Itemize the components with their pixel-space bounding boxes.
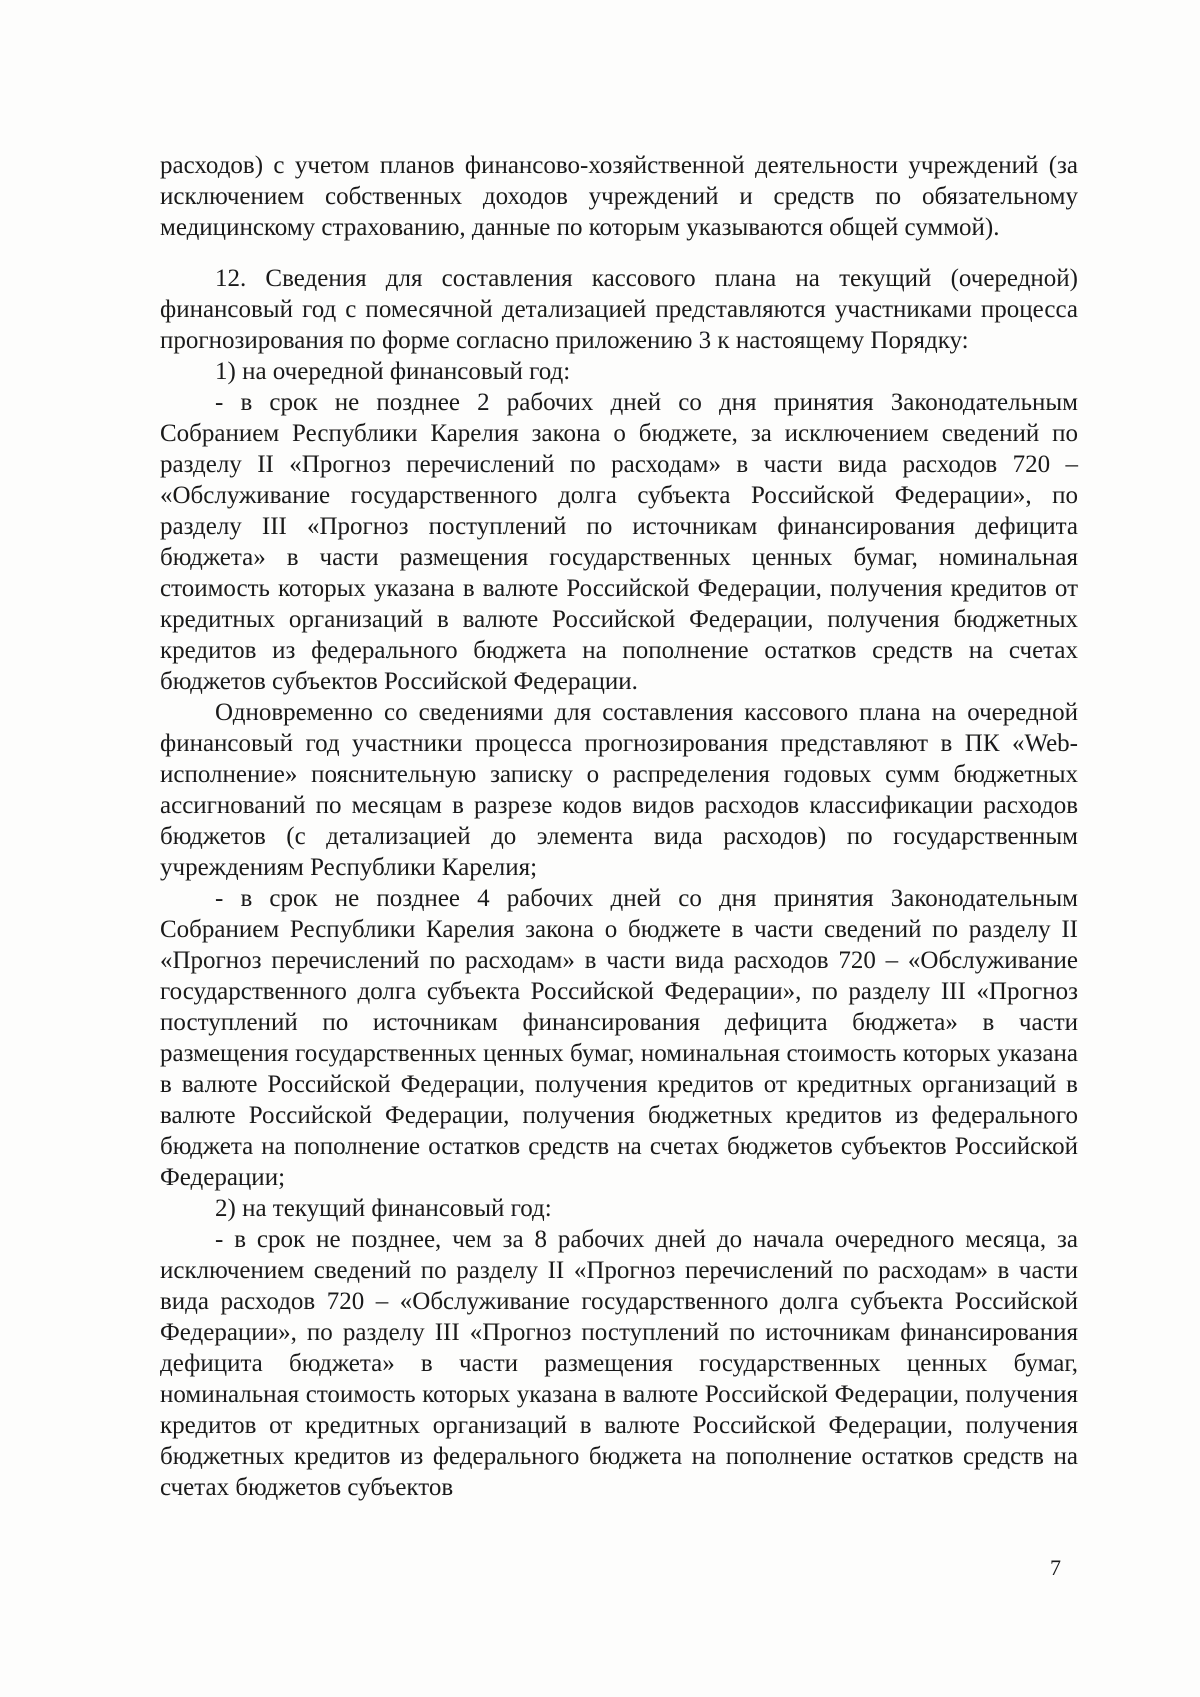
page-number: 7 — [1050, 1555, 1061, 1580]
paragraph-current-year-heading: 2) на текущий финансовый год: — [215, 1195, 552, 1222]
paragraph-explanatory-note: Одновременно со сведениями для составления кассового плана на очередной финансовый год участники процесса прогнозирования представляют в ПК «Web-исполнение» пояснительную записку о распределения годовых сумм бюджетных ассигнований по месяцам в разрезе кодов видов расходов классификации расходов бюджетов (с детализацией до элемента вида расходов) по государственным учреждениям Республики Карелия; — [160, 699, 1078, 881]
document-body — [160, 150, 1078, 1503]
paragraph-item-12: 12. Сведения для составления кассового плана на текущий (очередной) финансовый год с помесячной детализацией представляются участниками процесса прогнозирования по форме согласно приложению 3 к настоящему Порядку: — [160, 265, 1078, 354]
paragraph-deadline-4-days: - в срок не позднее 4 рабочих дней со дня принятия Законодательным Собранием Республики Карелия закона о бюджете в части сведений по разделу II «Прогноз перечислений по расходам» в части вида расходов 720 – «Обслуживание государственного долга субъекта Российской Федерации», по разделу III «Прогноз поступлений по источникам финансирования дефицита бюджета» в части размещения государственных ценных бумаг, номинальная стоимость которых указана в валюте Российской Федерации, получения кредитов от кредитных организаций в валюте Российской Федерации, получения бюджетных кредитов из федерального бюджета на пополнение остатков средств на счетах бюджетов субъектов Российской Федерации; — [160, 885, 1078, 1191]
paragraph-continuation: расходов) с учетом планов финансово-хозяйственной деятельности учреждений (за исключением собственных доходов учреждений и средств по обязательному медицинскому страхованию, данные по которым указываются общей суммой). — [160, 152, 1078, 241]
paragraph-deadline-8-days: - в срок не позднее, чем за 8 рабочих дней до начала очередного месяца, за исключением сведений по разделу II «Прогноз перечислений по расходам» в части вида расходов 720 – «Обслуживание государственного долга субъекта Российской Федерации», по разделу III «Прогноз поступлений по источникам финансирования дефицита бюджета» в части размещения государственных ценных бумаг, номинальная стоимость которых указана в валюте Российской Федерации, получения кредитов от кредитных организаций в валюте Российской Федерации, получения бюджетных кредитов из федерального бюджета на пополнение остатков средств на счетах бюджетов субъектов — [160, 1226, 1078, 1501]
paragraph-deadline-2-days: - в срок не позднее 2 рабочих дней со дня принятия Законодательным Собранием Республики Карелия закона о бюджете, за исключением сведений по разделу II «Прогноз перечислений по расходам» в части вида расходов 720 – «Обслуживание государственного долга субъекта Российской Федерации», по разделу III «Прогноз поступлений по источникам финансирования дефицита бюджета» в части размещения государственных ценных бумаг, номинальная стоимость которых указана в валюте Российской Федерации, получения кредитов от кредитных организаций в валюте Российской Федерации, получения бюджетных кредитов из федерального бюджета на пополнение остатков средств на счетах бюджетов субъектов Российской Федерации. — [160, 389, 1078, 695]
paragraph-next-year-heading: 1) на очередной финансовый год: — [215, 358, 571, 385]
